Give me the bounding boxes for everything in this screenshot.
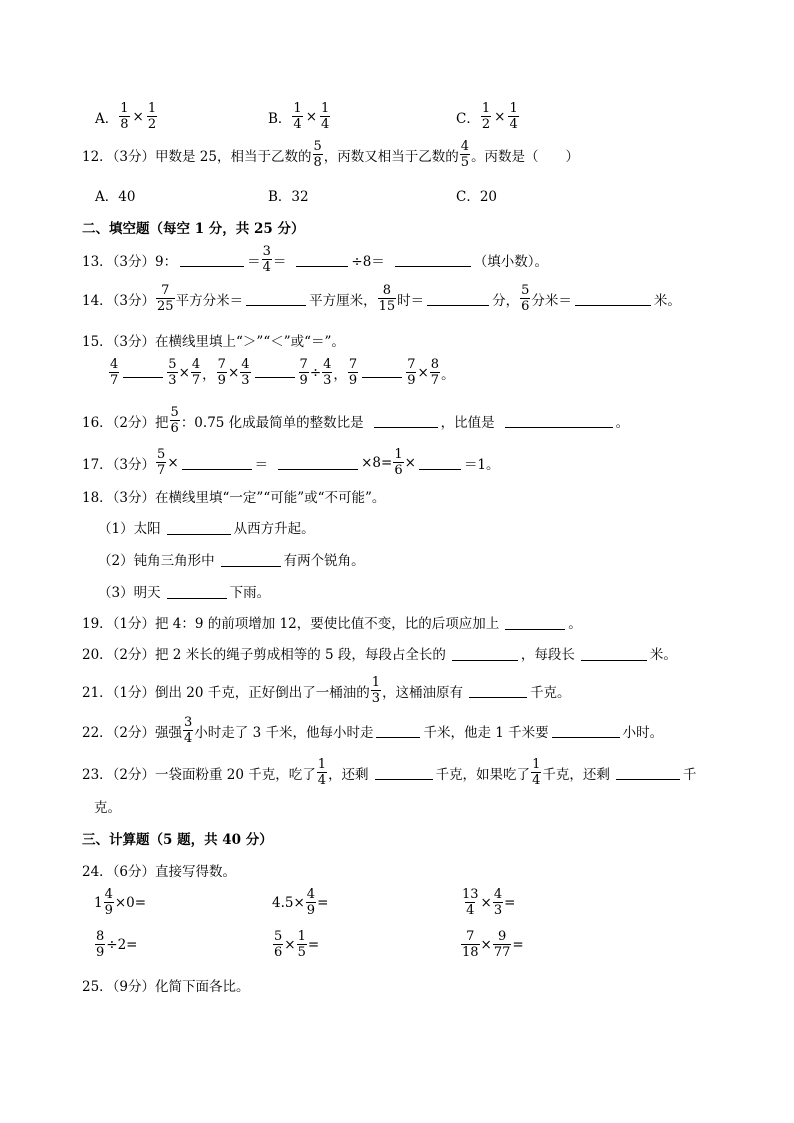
- q24-problem-2: 4.5× $\frac{4}{9}$ =: [272, 887, 329, 918]
- fraction: $\frac{4}{3}$: [323, 357, 332, 388]
- question-23-wrap: 克。: [94, 800, 121, 816]
- fraction: 4 7: [110, 357, 119, 388]
- fraction: 5 6: [521, 283, 530, 314]
- question-18-item-3: （3）明天 下雨。: [98, 585, 271, 601]
- answer-blank[interactable]: [452, 646, 518, 661]
- question-21: 21．（1分）倒出 20 千克，正好倒出了一桶油的 1 3 ，这桶油原有 千克。: [82, 675, 571, 706]
- fraction: $\frac{7}{18}$: [462, 929, 479, 960]
- fraction: 8 15: [378, 283, 396, 314]
- fraction: 7 9: [348, 357, 358, 388]
- fraction: 3 4: [262, 244, 271, 275]
- fraction: $\frac{7}{9}$: [217, 357, 226, 388]
- q12-option-b: B．32: [268, 189, 309, 205]
- q11-option-a: A． $\frac{1}{8}$ × $\frac{1}{2}$: [95, 101, 157, 132]
- question-14: 14．（3分） 7 25 平方分米＝ 平方厘米， 8 15 时＝ 分， 5 6 分米＝ 米。: [82, 283, 681, 314]
- answer-blank[interactable]: [255, 367, 295, 378]
- answer-blank[interactable]: [296, 252, 348, 267]
- fraction: $\frac{8}{9}$: [96, 929, 105, 960]
- question-17: 17．（3分） $\frac{5}{7}$ × ＝ ×8= $\frac{1}{6}$ × ＝1。: [82, 447, 500, 478]
- answer-blank[interactable]: [167, 520, 231, 535]
- answer-blank[interactable]: [362, 367, 402, 378]
- answer-blank[interactable]: [505, 413, 613, 428]
- question-20: 20．（2分）把 2 米长的绳子剪成相等的 5 段，每段占全长的 ，每段长 米。: [82, 647, 677, 663]
- fraction: $\frac{8}{7}$: [430, 357, 440, 388]
- answer-blank[interactable]: [221, 552, 281, 567]
- answer-blank[interactable]: [575, 291, 651, 306]
- fraction: $\frac{1}{2}$: [147, 101, 157, 132]
- fraction: 3 4: [184, 715, 193, 746]
- answer-blank[interactable]: [581, 646, 647, 661]
- fraction: $\frac{4}{3}$: [493, 887, 503, 918]
- q11-option-c: C． $\frac{1}{2}$ × $\frac{1}{4}$: [456, 101, 518, 132]
- fraction: $\frac{1}{6}$: [394, 447, 403, 478]
- q24-problem-5: $\frac{5}{6}$ × $\frac{1}{5}$ =: [274, 929, 320, 960]
- answer-blank[interactable]: [123, 367, 163, 378]
- question-18-item-2: （2）钝角三角形中 有两个锐角。: [98, 553, 365, 569]
- answer-blank[interactable]: [278, 455, 358, 470]
- answer-blank[interactable]: [552, 723, 620, 738]
- answer-blank[interactable]: [616, 765, 680, 780]
- section-3-heading: 三、计算题（5 题，共 40 分）: [82, 832, 273, 848]
- fraction: 4 5: [460, 139, 470, 170]
- question-15-expressions: 4 7 $\frac{5}{3}$ × $\frac{4}{7}$ ， $\frac{7}{9}$ × $\frac{4}{3}$ $\frac{7}{9}$ ÷ $\frac{4}{3}$ ， 7 9 $\frac{7}{9}$ × $\frac{8}{7}$ 。: [110, 357, 455, 388]
- q24-problem-6: $\frac{7}{18}$ × $\frac{9}{77}$ =: [462, 929, 524, 960]
- fraction: $\frac{4}{9}$: [104, 887, 113, 918]
- question-25: 25．（9分）化简下面各比。: [82, 979, 250, 995]
- fraction: $\frac{5}{6}$: [274, 929, 283, 960]
- answer-blank[interactable]: [182, 455, 252, 470]
- answer-blank[interactable]: [505, 615, 565, 630]
- answer-blank[interactable]: [469, 683, 527, 698]
- question-15: 15．（3分）在横线里填上“＞”“＜”或“＝”。: [82, 334, 345, 350]
- question-23: 23．（2分）一袋面粉重 20 千克，吃了 1 4 ，还剩 千克，如果吃了 1 4 千克，还剩 千: [82, 757, 697, 788]
- q12-option-a: A．40: [95, 189, 136, 205]
- fraction: $\frac{1}{4}$: [509, 101, 518, 132]
- answer-blank[interactable]: [395, 252, 471, 267]
- q11-option-b: B． $\frac{1}{4}$ × $\frac{1}{4}$: [268, 101, 330, 132]
- section-2-heading: 二、填空题（每空 1 分，共 25 分）: [82, 221, 305, 237]
- fraction: 1 4: [532, 757, 541, 788]
- question-16: 16．（2分）把 5 6 ：0.75 化成最简单的整数比是 ，比值是 。: [82, 405, 630, 436]
- answer-blank[interactable]: [246, 291, 306, 306]
- answer-blank[interactable]: [180, 252, 244, 267]
- fraction: 7 25: [157, 283, 174, 314]
- question-24: 24．（6分）直接写得数。: [82, 864, 237, 880]
- question-18: 18．（3分）在横线里填“一定”“可能”或“不可能”。: [82, 490, 386, 506]
- fraction: $\frac{1}{8}$: [120, 101, 129, 132]
- fraction: 5 8: [313, 139, 322, 170]
- fraction: $\frac{1}{5}$: [297, 929, 306, 960]
- answer-blank[interactable]: [374, 413, 438, 428]
- fraction: $\frac{5}{3}$: [168, 357, 177, 388]
- fraction: $\frac{7}{9}$: [299, 357, 308, 388]
- answer-blank[interactable]: [419, 455, 461, 470]
- answer-blank[interactable]: [376, 723, 420, 738]
- question-22: 22．（2分）强强 3 4 小时走了 3 千米，他每小时走 千米，他走 1 千米要 小时。: [82, 715, 664, 746]
- answer-blank[interactable]: [427, 291, 489, 306]
- fraction: $\frac{5}{7}$: [157, 447, 166, 478]
- fraction: 1 3: [371, 675, 381, 706]
- q24-problem-1: 1 $\frac{4}{9}$ ×0=: [94, 887, 147, 918]
- fraction: $\frac{4}{7}$: [191, 357, 201, 388]
- fraction: $\frac{4}{3}$: [241, 357, 250, 388]
- fraction: $\frac{1}{4}$: [293, 101, 302, 132]
- fraction: $\frac{9}{77}$: [493, 929, 511, 960]
- q24-problem-4: $\frac{8}{9}$ ÷2=: [96, 929, 138, 960]
- question-18-item-1: （1）太阳 从西方升起。: [98, 521, 315, 537]
- answer-blank[interactable]: [375, 765, 433, 780]
- fraction: $\frac{1}{2}$: [481, 101, 491, 132]
- question-12: 12．（3分）甲数是 25，相当于乙数的 5 8 ，丙数又相当于乙数的 4 5 。丙数是（ ）: [82, 139, 580, 170]
- q24-problem-3: $\frac{13}{4}$ × $\frac{4}{3}$ =: [462, 887, 516, 918]
- question-13: 13．（3分）9： ＝ 3 4 ＝ ÷8＝ （填小数）。: [82, 244, 549, 275]
- fraction: $\frac{4}{9}$: [306, 887, 316, 918]
- fraction: $\frac{1}{4}$: [321, 101, 330, 132]
- fraction: 5 6: [170, 405, 179, 436]
- fraction: 1 4: [317, 757, 327, 788]
- fraction: $\frac{13}{4}$: [462, 887, 479, 918]
- fraction: $\frac{7}{9}$: [407, 357, 416, 388]
- answer-blank[interactable]: [167, 584, 227, 599]
- q12-option-c: C．20: [456, 189, 498, 205]
- question-19: 19．（1分）把 4：9 的前项增加 12，要使比值不变，比的后项应加上 。: [82, 616, 582, 632]
